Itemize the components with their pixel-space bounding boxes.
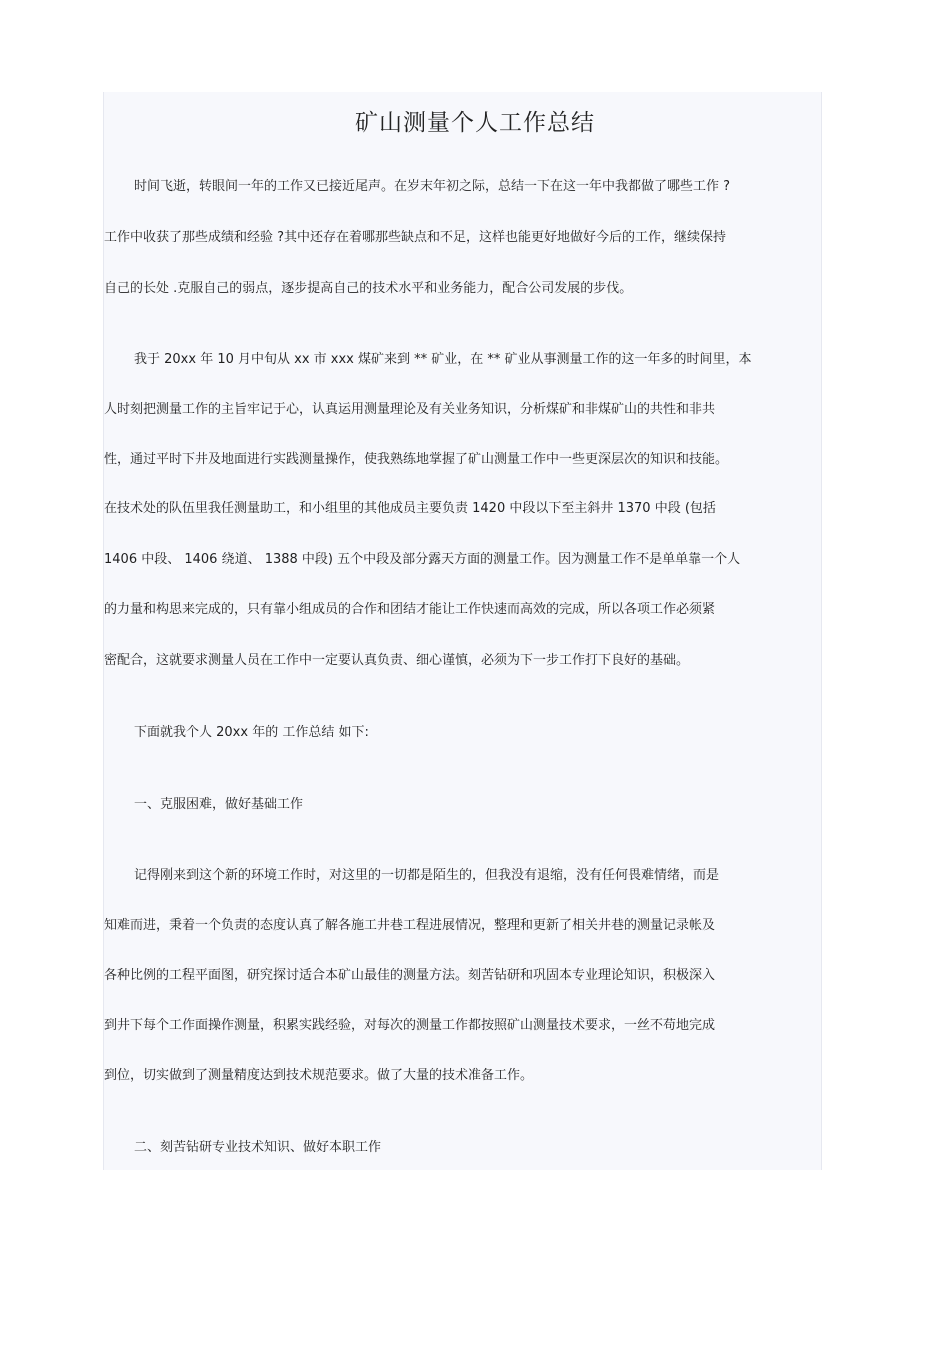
section-heading-1: 一、克服困难，做好基础工作	[134, 797, 304, 812]
document-title: 矿山测量个人工作总结	[355, 110, 595, 136]
paragraph-line: 1406 中段、 1406 绕道、 1388 中段) 五个中段及部分露天方面的测量工作。因为测量工作不是单单靠一个人	[104, 552, 741, 567]
paragraph-line: 性，通过平时下井及地面进行实践测量操作，使我熟练地掌握了矿山测量工作中一些更深层次的知识和技能。	[104, 452, 729, 467]
section-heading-2: 二、刻苦钻研专业技术知识、做好本职工作	[134, 1140, 382, 1155]
paragraph-line: 知难而进，秉着一个负责的态度认真了解各施工井巷工程进展情况，整理和更新了相关井巷的测量记录帐及	[104, 918, 716, 933]
paragraph-line: 到位，切实做到了测量精度达到技术规范要求。做了大量的技术准备工作。	[104, 1068, 534, 1083]
document-page	[103, 92, 822, 1170]
paragraph-line: 的力量和构思来完成的，只有靠小组成员的合作和团结才能让工作快速而高效的完成，所以各项工作必须紧	[104, 602, 716, 617]
paragraph-line: 自己的长处 .克服自己的弱点，逐步提高自己的技术水平和业务能力，配合公司发展的步伐。	[104, 281, 633, 296]
paragraph-line: 人时刻把测量工作的主旨牢记于心，认真运用测量理论及有关业务知识，分析煤矿和非煤矿山的共性和非共	[104, 402, 716, 417]
paragraph-line: 我于 20xx 年 10 月中旬从 xx 市 xxx 煤矿来到 ** 矿业，在 ** 矿业从事测量工作的这一年多的时间里，本	[134, 352, 752, 367]
paragraph-line: 工作中收获了那些成绩和经验 ?其中还存在着哪那些缺点和不足，这样也能更好地做好今后的工作，继续保持	[104, 230, 727, 245]
paragraph-line: 记得刚来到这个新的环境工作时，对这里的一切都是陌生的，但我没有退缩，没有任何畏难情绪，而是	[134, 868, 720, 883]
summary-intro: 下面就我个人 20xx 年的 工作总结 如下:	[134, 725, 369, 740]
paragraph-line: 在技术处的队伍里我任测量助工，和小组里的其他成员主要负责 1420 中段以下至主斜井 1370 中段 (包括	[104, 501, 716, 516]
paragraph-line: 到井下每个工作面操作测量，积累实践经验，对每次的测量工作都按照矿山测量技术要求，一丝不苟地完成	[104, 1018, 716, 1033]
paragraph-line: 各种比例的工程平面图，研究探讨适合本矿山最佳的测量方法。刻苦钻研和巩固本专业理论知识，积极深入	[104, 968, 716, 983]
paragraph-line: 密配合，这就要求测量人员在工作中一定要认真负责、细心谨慎，必须为下一步工作打下良好的基础。	[104, 653, 690, 668]
paragraph-line: 时间飞逝，转眼间一年的工作又已接近尾声。在岁末年初之际，总结一下在这一年中我都做了哪些工作 ?	[134, 179, 731, 194]
